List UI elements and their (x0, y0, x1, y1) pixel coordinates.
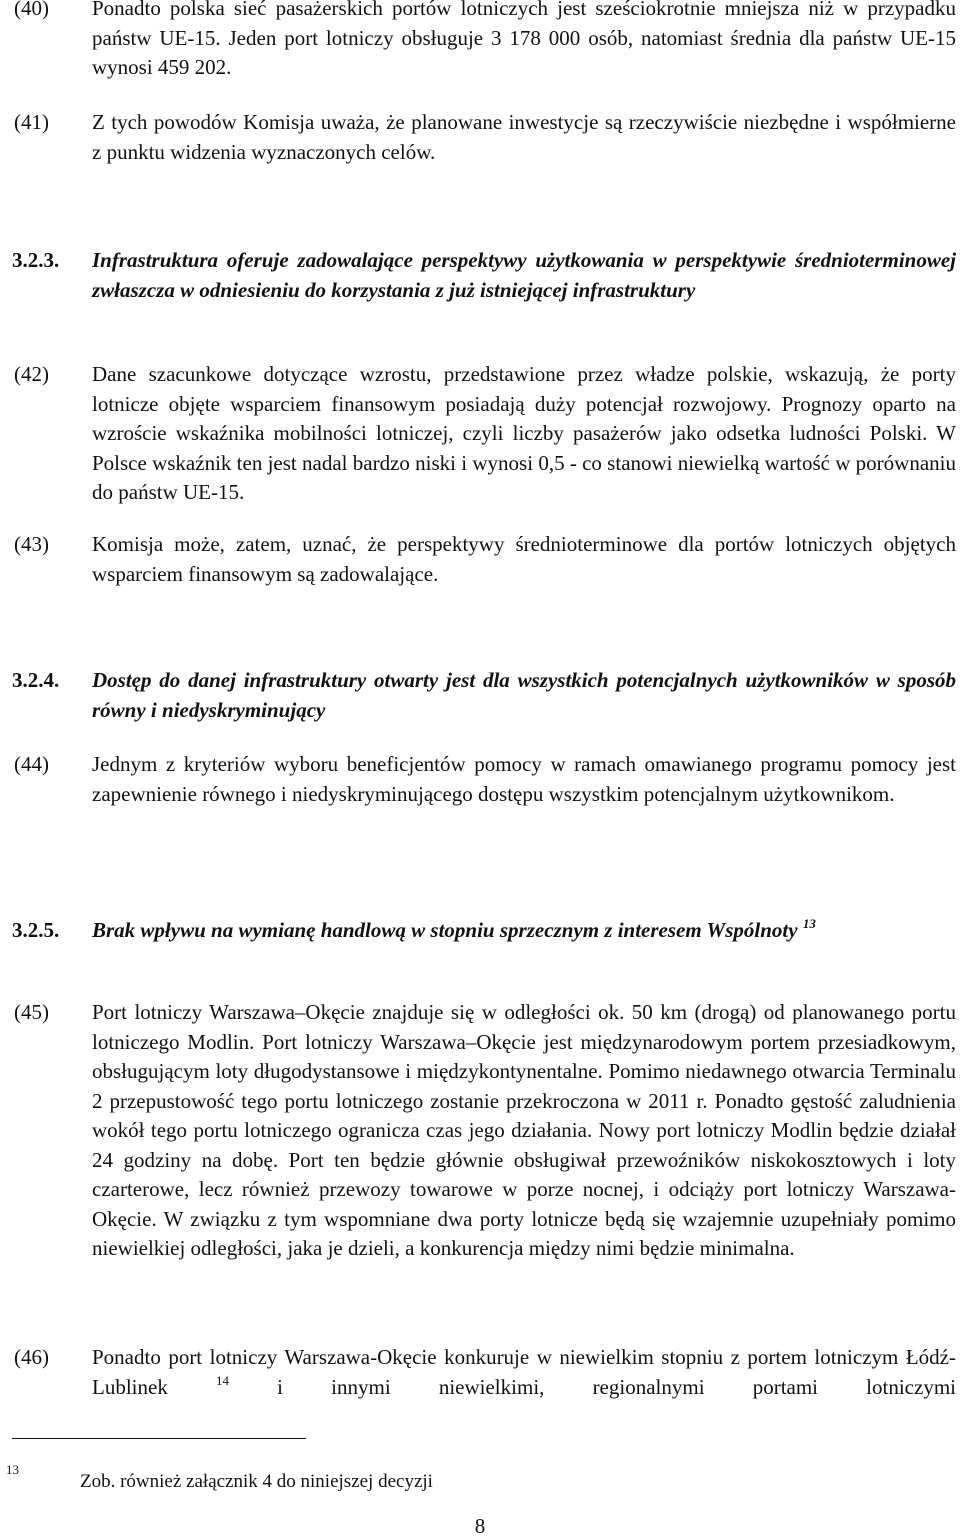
paragraph-text (92, 1343, 956, 1402)
paragraph-text: Port lotniczy Warszawa–Okęcie znajduje się w odległości ok. 50 km (drogą) od planowanego portu lotniczego Modlin. Port lotniczy Warszawa–Okęcie jest międzynarodowym portem przesiadkowym, obsługującym loty długodystansowe i międzykontynentalne. Pomimo niedawnego otwarcia Terminalu 2 przepustowość tego portu lotniczego zostanie przekroczona w 2011 r. Ponadto gęstość zaludnienia wokół tego portu lotniczego ogranicza czas jego działania. Nowy port lotniczy Modlin będzie działał 24 godziny na dobę. Port ten będzie głównie obsługiwał przewoźników niskokosztowych i loty czarterowe, lecz również przewozy towarowe w porze nocnej, i odciąży port lotniczy Warszawa-Okęcie. W związku z tym wspomniane dwa porty lotnicze będą się wzajemnie uzupełniały pomimo niewielkiej odległości, jaka je dzieli, a konkurencja między nimi będzie minimalna. (92, 1000, 956, 1260)
section-number: 3.2.4. (12, 668, 60, 692)
section-number: 3.2.3. (12, 248, 60, 272)
footnote-reference[interactable]: 13 (802, 916, 816, 931)
section-heading-3-2-5 (0, 916, 960, 946)
paragraph-45 (0, 998, 960, 1264)
paragraph-text: Z tych powodów Komisja uważa, że planowane inwestycje są rzeczywiście niezbędne i współmierne z punktu widzenia wyznaczonych celów. (92, 110, 956, 164)
section-heading-3-2-3 (0, 246, 960, 305)
paragraph-text-after: i innymi niewielkimi, regionalnymi portami lotniczymi (229, 1374, 956, 1399)
paragraph-number: (46) (14, 1345, 49, 1369)
footnote-divider (12, 1438, 306, 1439)
section-title-text: Brak wpływu na wymianę handlową w stopniu sprzecznym z interesem Wspólnoty (92, 918, 798, 942)
footnote-number: 13 (6, 1462, 19, 1477)
paragraph-number: (40) (14, 0, 49, 20)
paragraph-text: Komisja może, zatem, uznać, że perspektywy średnioterminowe dla portów lotniczych objętych wsparciem finansowym są zadowalające. (92, 532, 956, 586)
section-title: Infrastruktura oferuje zadowalające perspektywy użytkowania w perspektywie średnioterminowej zwłaszcza w odniesieniu do korzystania z już istniejącej infrastruktury (92, 248, 956, 302)
page-number: 8 (474, 1514, 486, 1538)
section-number: 3.2.5. (12, 918, 60, 942)
paragraph-text: Ponadto polska sieć pasażerskich portów lotniczych jest sześciokrotnie mniejsza niż w przypadku państw UE-15. Jeden port lotniczy obsługuje 3 178 000 osób, natomiast średnia dla państw UE-15 wynosi 459 202. (92, 0, 956, 79)
paragraph-44 (0, 750, 960, 809)
section-heading-3-2-4 (0, 666, 960, 725)
footnote-text: Zob. również załącznik 4 do niniejszej decyzji (80, 1471, 433, 1492)
paragraph-43 (0, 530, 960, 589)
paragraph-number: (42) (14, 362, 49, 386)
paragraph-text-before: Ponadto port lotniczy Warszawa-Okęcie konkuruje w niewielkim stopniu z portem lotniczym Łódź-Lublinek (92, 1345, 956, 1399)
paragraph-number: (45) (14, 1000, 49, 1024)
paragraph-number: (44) (14, 752, 49, 776)
paragraph-42 (0, 360, 960, 508)
footnote-reference[interactable]: 14 (216, 1372, 229, 1388)
section-title (92, 916, 956, 946)
paragraph-number: (43) (14, 532, 49, 556)
section-title: Dostęp do danej infrastruktury otwarty jest dla wszystkich potencjalnych użytkowników w sposób równy i niedyskryminujący (92, 668, 956, 722)
paragraph-40 (0, 0, 960, 83)
paragraph-46 (0, 1343, 960, 1402)
paragraph-text: Dane szacunkowe dotyczące wzrostu, przedstawione przez władze polskie, wskazują, że porty lotnicze objęte wsparciem finansowym posiadają duży potencjał rozwojowy. Prognozy oparto na wzroście wskaźnika mobilności lotniczej, czyli liczby pasażerów jako odsetka ludności Polski. W Polsce wskaźnik ten jest nadal bardzo niski i wynosi 0,5 - co stanowi niewielką wartość w porównaniu do państw UE-15. (92, 362, 956, 504)
paragraph-41 (0, 108, 960, 167)
paragraph-number: (41) (14, 110, 49, 134)
paragraph-text: Jednym z kryteriów wyboru beneficjentów pomocy w ramach omawianego programu pomocy jest zapewnienie równego i niedyskryminującego dostępu wszystkim potencjalnym użytkownikom. (92, 752, 956, 806)
